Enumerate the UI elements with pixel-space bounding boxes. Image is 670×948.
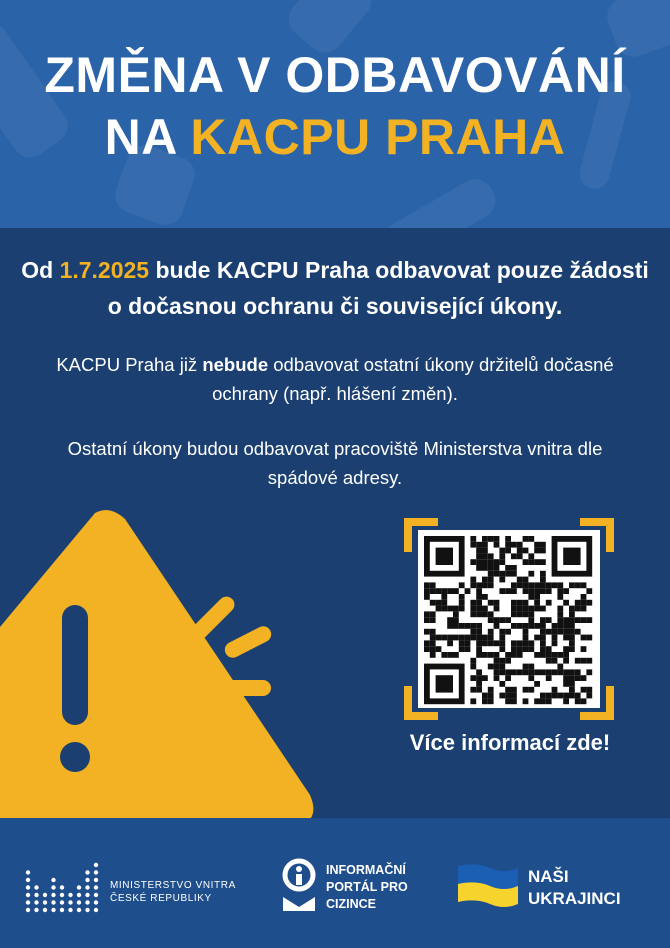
portal-name [326, 862, 408, 913]
bg-decoration [378, 173, 502, 228]
lead-part-1: Od [21, 257, 60, 283]
paragraph-1-after: odbavovat ostatní úkony držitelů dočasné ochrany (např. hlášení změn). [212, 354, 614, 404]
paragraph-1-bold: nebude [202, 354, 269, 375]
nasi-line-2: UKRAJINCI [528, 889, 621, 908]
ministry-line-2: ČESKÉ REPUBLIKY [110, 893, 212, 904]
portal-line-3: CIZINCE [326, 897, 376, 911]
title-accent: KACPU PRAHA [190, 109, 566, 165]
lead-date: 1.7.2025 [59, 257, 150, 283]
qr-caption: Více informací zde! [409, 730, 611, 755]
ministry-logo [24, 858, 102, 914]
nasi-line-1: NAŠI [528, 867, 569, 886]
paragraph-1 [40, 350, 630, 408]
paragraph-2: Ostatní úkony budou odbavovat pracoviště Ministerstva vnitra dle spádové adresy. [67, 438, 603, 488]
qr-code[interactable] [404, 518, 614, 720]
title-line-2 [0, 106, 670, 168]
lead-text [20, 252, 650, 324]
ukraine-flag-icon [456, 862, 520, 912]
portal-line-1: INFORMAČNÍ [326, 863, 406, 877]
ministry-name [110, 879, 236, 905]
paragraph-1-before: KACPU Praha již [56, 354, 203, 375]
lead-part-2: bude KACPU Praha odbavovat pouze žádosti o dočasnou ochranu či související úkony. [107, 257, 649, 319]
nasi-ukrajinci-name [528, 866, 621, 910]
title-prefix: NA [104, 109, 191, 165]
portal-logo [280, 857, 318, 913]
warning-triangle-icon [0, 505, 330, 835]
title-line-1: ZMĚNA V ODBAVOVÁNÍ [44, 47, 626, 103]
portal-line-2: PORTÁL PRO [326, 880, 408, 894]
page-title [0, 44, 670, 168]
ministry-line-1: MINISTERSTVO VNITRA [110, 880, 236, 891]
